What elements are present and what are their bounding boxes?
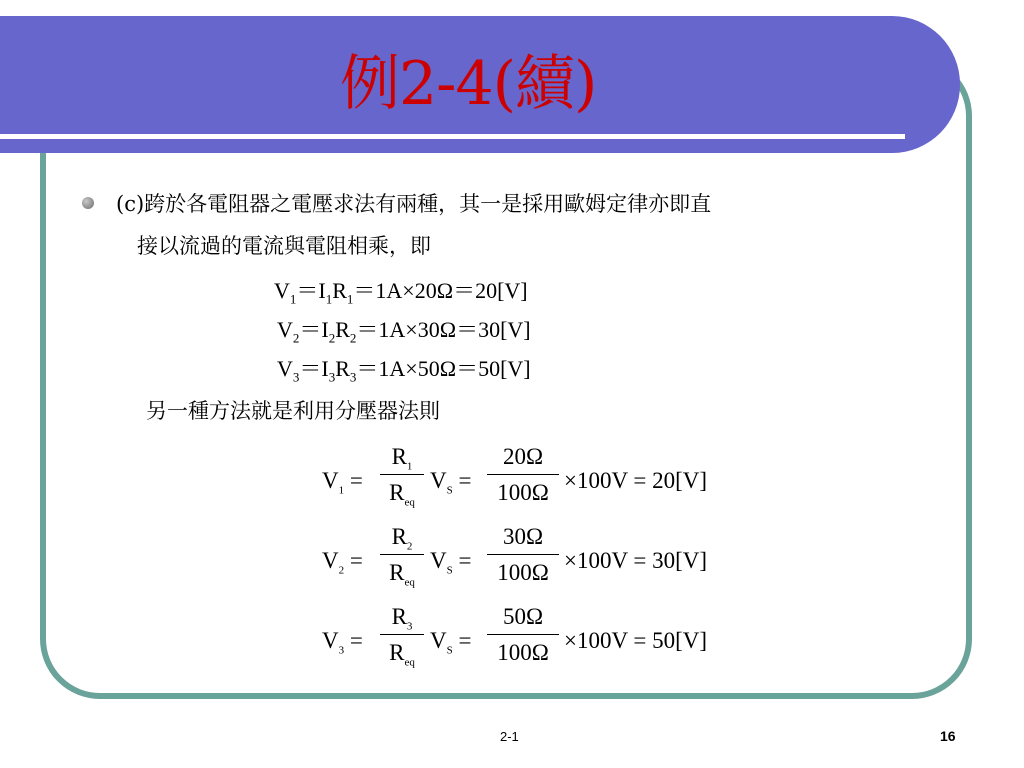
footer-chapter: 2-1 xyxy=(500,729,519,744)
resistance-fraction: $R_1$ $R_{eq}$ xyxy=(380,440,424,509)
slide-title: 例2-4(續) xyxy=(340,49,597,119)
body-line-3: 另一種方法就是利用分壓器法則 xyxy=(146,399,440,423)
value-fraction: 50Ω 100Ω xyxy=(487,600,559,669)
body-line-2: 接以流過的電流與電阻相乘，即 xyxy=(137,234,431,258)
value-fraction: 30Ω 100Ω xyxy=(487,520,559,589)
resistance-fraction: $R_2$ $R_{eq}$ xyxy=(380,520,424,589)
source-voltage: $V_S$ = xyxy=(430,548,472,577)
resistance-fraction: $R_3$ $R_{eq}$ xyxy=(380,600,424,669)
divider-equation xyxy=(322,520,762,600)
equation-result: ×100V = 20[V] xyxy=(564,468,708,493)
equation-lhs: $V_2$ = xyxy=(322,548,363,577)
page-number: 16 xyxy=(940,728,956,744)
ohm-equation: $V_3=I_3R_3=1A\times 50\Omega=50[V]$ xyxy=(277,356,531,385)
equation-result: ×100V = 30[V] xyxy=(564,548,708,573)
ohm-equation: $V_2=I_2R_2=1A\times 30\Omega=30[V]$ xyxy=(277,317,531,346)
source-voltage: $V_S$ = xyxy=(430,628,472,657)
title-underline xyxy=(0,134,905,139)
equation-lhs: $V_1$ = xyxy=(322,468,363,497)
equation-lhs: $V_3$ = xyxy=(322,628,363,657)
value-fraction: 20Ω 100Ω xyxy=(487,440,559,509)
body-line-1: (c)跨於各電阻器之電壓求法有兩種，其一是採用歐姆定律亦即直 xyxy=(116,192,712,216)
divider-equation xyxy=(322,440,762,520)
bullet-icon xyxy=(82,197,94,209)
ohm-equation: $V_1=I_1R_1=1A\times 20\Omega=20[V]$ xyxy=(274,278,528,307)
equation-result: ×100V = 50[V] xyxy=(564,628,708,653)
divider-equation xyxy=(322,600,762,680)
source-voltage: $V_S$ = xyxy=(430,468,472,497)
